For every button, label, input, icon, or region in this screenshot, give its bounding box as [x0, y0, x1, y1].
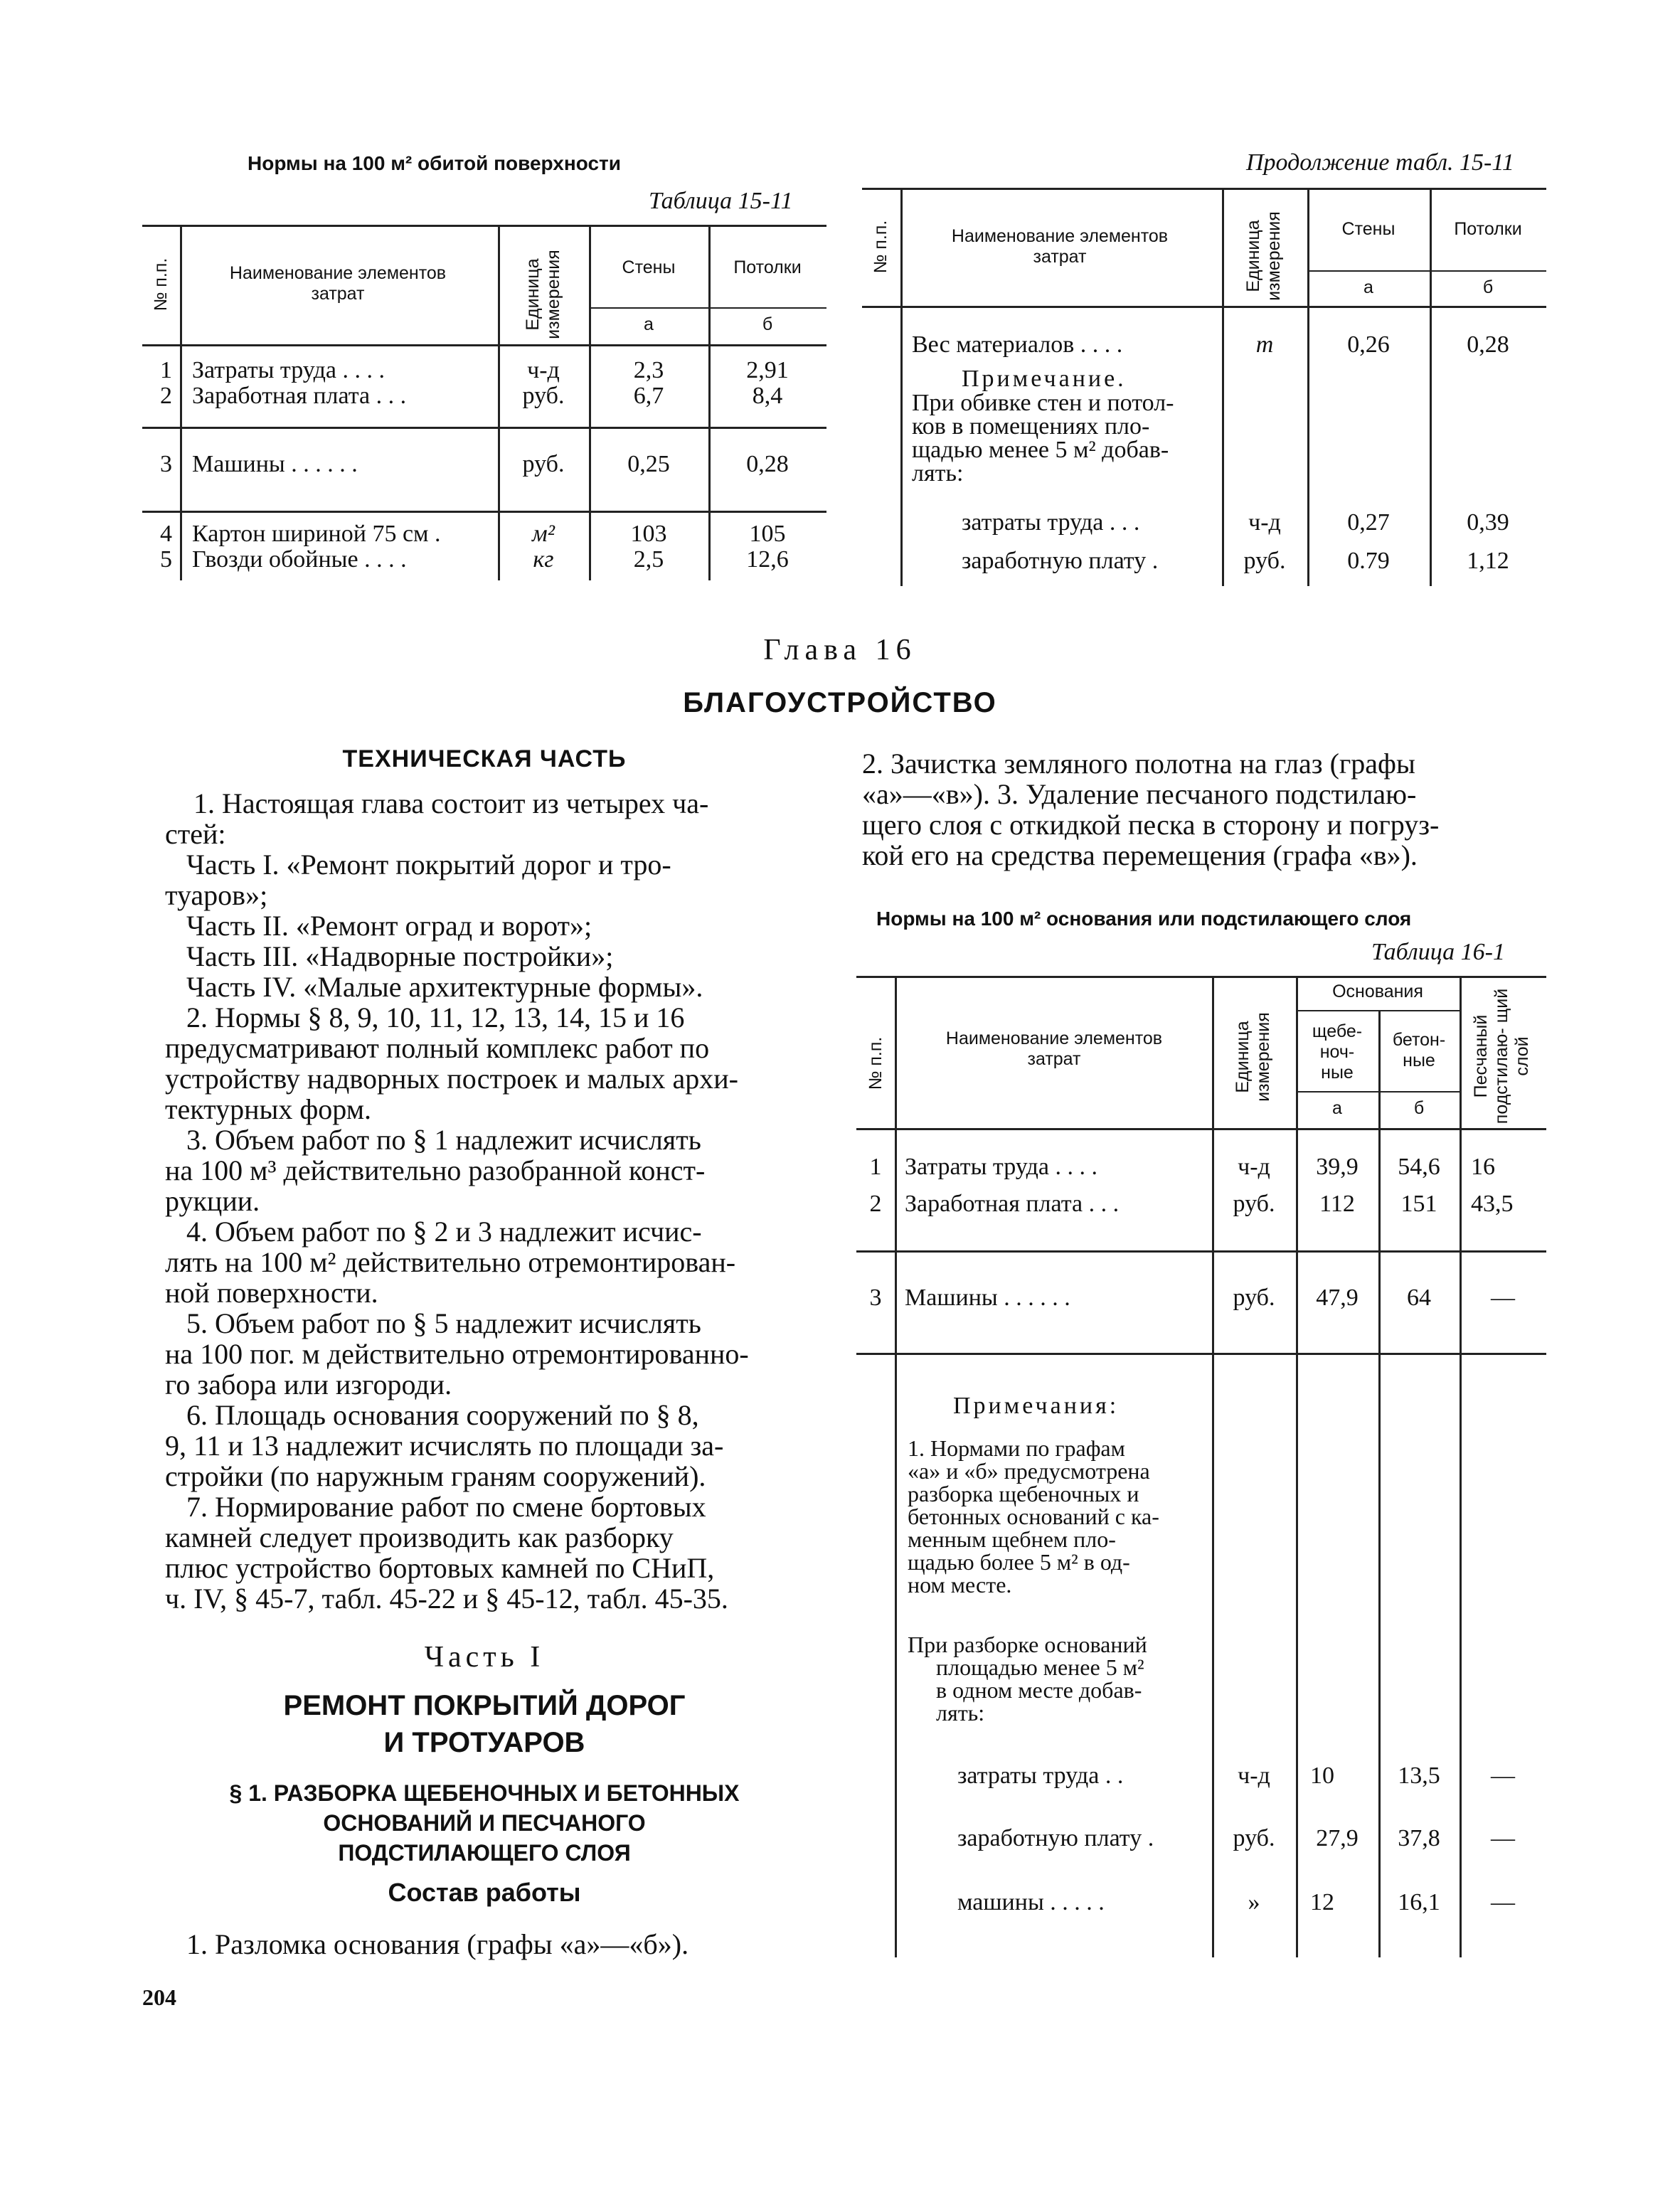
extra-row-unit: ч-д — [1248, 509, 1281, 536]
table-row-num: 2 — [160, 383, 172, 409]
table-row-value: 12,6 — [746, 546, 789, 573]
work-heading: Состав работы — [388, 1878, 581, 1907]
table-row-value: 0,25 — [627, 451, 670, 477]
weight-row-value: 0,26 — [1347, 331, 1390, 358]
extra-row-unit: ч-д — [1238, 1763, 1270, 1789]
extra-row-name: заработную плату . — [962, 548, 1159, 574]
col-bases-header: Основания — [1332, 982, 1423, 1001]
extra-row-name: машины . . . . . — [957, 1889, 1105, 1915]
work-continuation-text: 2. Зачистка земляного полотна на глаз (графы «а»—«в»). 3. Удаление песчаного подстилаю- щего слоя с откидкой песка в сторону и погруз- кой его на средства перемещения (графа «в»). — [862, 748, 1440, 871]
page-number: 204 — [142, 1984, 176, 2010]
col-unit-header: Единица измерения — [1233, 1012, 1273, 1102]
col-num-header: № п.п. — [151, 257, 171, 312]
note-2-text: При разборке оснований площадью менее 5 м² в одном месте добав- лять: — [908, 1632, 1147, 1726]
table-row-unit: м² — [532, 521, 555, 547]
weight-row-unit: т — [1255, 331, 1274, 358]
col-walls-header: Стены — [622, 257, 676, 277]
table-row-value: 105 — [749, 521, 786, 547]
col-walls-header: Стены — [1341, 219, 1395, 239]
table-row-name: Машины . . . . . . — [905, 1285, 1070, 1311]
table-row-value: 151 — [1400, 1191, 1437, 1217]
table-row-name: Заработная плата . . . — [192, 383, 407, 409]
col-sand-header: Песчаный подстилаю- щий слой — [1471, 988, 1532, 1125]
table-row-unit: руб. — [522, 383, 565, 409]
table-row-unit: руб. — [522, 451, 565, 477]
table-row-name: Гвозди обойные . . . . — [192, 546, 407, 573]
table-row-value: 103 — [630, 521, 667, 547]
table-row-unit: ч-д — [527, 357, 560, 383]
col-ceilings-header: Потолки — [1454, 219, 1522, 239]
table-row-num: 1 — [869, 1154, 882, 1180]
note-1-text: 1. Нормами по графам «а» и «б» предусмотрена разборка щебеночных и бетонных оснований с ка- менным щебнем пло- щадью более 5 м² в од- ном месте. — [908, 1435, 1159, 1597]
col-b-header: б — [762, 314, 773, 334]
extra-row-value: — — [1491, 1763, 1515, 1789]
extra-row-value: 0,39 — [1467, 509, 1509, 536]
table-16-1-label: Таблица 16-1 — [1371, 939, 1505, 965]
table-row-value: 2,91 — [746, 357, 789, 383]
table-row-num: 2 — [869, 1191, 882, 1217]
table-row-value: 2,3 — [633, 357, 664, 383]
table-row-value: 2,5 — [633, 546, 664, 573]
extra-row-unit: руб. — [1243, 548, 1286, 574]
note-title: Примечание. — [962, 366, 1127, 392]
note-text: При обивке стен и потол- ков в помещениях пло- щадью менее 5 м² добав- лять: — [912, 390, 1174, 487]
table-row-value: — — [1491, 1285, 1515, 1311]
col-concrete-header: бетон- ные — [1392, 1030, 1446, 1070]
part1-title: РЕМОНТ ПОКРЫТИЙ ДОРОГ И ТРОТУАРОВ — [283, 1690, 686, 1758]
extra-row-value: 10 — [1310, 1763, 1334, 1789]
extra-row-value: 13,5 — [1398, 1763, 1440, 1789]
col-a-header: а — [644, 314, 654, 334]
extra-row-unit: » — [1248, 1889, 1260, 1915]
table-row-num: 4 — [160, 521, 172, 547]
extra-row-unit: руб. — [1233, 1825, 1275, 1851]
tech-part-text: 1. Настоящая глава состоит из четырех ча- стей: Часть I. «Ремонт покрытий дорог и тро- туаров»; Часть II. «Ремонт оград и ворот»; Часть III. «Надворные постройки»; Часть IV. «Малые архитектурные формы». 2. Нормы § 8, 9, 10, 11, 12, 13, 14, 15 и 16 предусматривают полный комплекс работ по устройству надворных построек и малых архи- тектурных форм. 3. Объем работ по § 1 надлежит исчислять на 100 м³ действительно разобранной конст- рукции. 4. Объем работ по § 2 и 3 надлежит исчис- лять на 100 м² действительно отремонтирован- ной поверхности. 5. Объем работ по § 5 надлежит исчислять на 100 пог. м действительно отремонтированно- го забора или изгороди. 6. Площадь основания сооружений по § 8, 9, 11 и 13 надлежит исчислять по площади за- стройки (по наружным граням сооружений). 7. Нормирование работ по смене бортовых камней следует производить как разборку плюс устройство бортовых камней по СНиП, ч. IV, § 45-7, табл. 45-22 и § 45-12, табл. 45-35. — [165, 787, 749, 1615]
table-16-1-title: Нормы на 100 м² основания или подстилающего слоя — [876, 908, 1412, 930]
table-row-name: Затраты труда . . . . — [905, 1154, 1098, 1180]
table-row-value: 47,9 — [1316, 1285, 1359, 1311]
col-ceilings-header: Потолки — [733, 257, 802, 277]
col-b-header: б — [1413, 1098, 1425, 1118]
table-row-num: 3 — [869, 1285, 882, 1311]
table-row-value: 6,7 — [633, 383, 664, 409]
col-name-header: Наименование элементов затрат — [951, 226, 1169, 267]
table-row-unit: руб. — [1233, 1191, 1275, 1217]
extra-row-value: 0.79 — [1347, 548, 1390, 574]
table-row-value: 43,5 — [1471, 1191, 1514, 1217]
table-15-11-label: Таблица 15-11 — [649, 188, 793, 214]
extra-row-value: — — [1491, 1825, 1515, 1851]
table-row-unit: кг — [533, 546, 554, 573]
table-row-value: 54,6 — [1398, 1154, 1440, 1180]
table-row-unit: ч-д — [1238, 1154, 1270, 1180]
chapter-number: Глава 16 — [763, 634, 917, 666]
tech-part-heading: ТЕХНИЧЕСКАЯ ЧАСТЬ — [342, 745, 627, 772]
extra-row-value: — — [1491, 1889, 1515, 1915]
table-row-value: 39,9 — [1316, 1154, 1359, 1180]
col-unit-header: Единица измерения — [1243, 211, 1284, 301]
extra-row-name: затраты труда . . — [957, 1763, 1124, 1789]
col-crushed-header: щебе- ноч- ные — [1312, 1021, 1363, 1083]
table-row-unit: руб. — [1233, 1285, 1275, 1311]
table-15-11-title: Нормы на 100 м² обитой поверхности — [248, 152, 621, 174]
table-row-name: Машины . . . . . . — [192, 451, 358, 477]
col-num-header: № п.п. — [871, 220, 890, 274]
table-row-value: 16 — [1471, 1154, 1495, 1180]
work-line-1: 1. Разломка основания (графы «а»—«б»). — [186, 1928, 689, 1960]
col-b-header: б — [1482, 277, 1494, 297]
table-row-name: Затраты труда . . . . — [192, 357, 386, 383]
col-unit-header: Единица измерения — [523, 250, 563, 339]
table-row-num: 3 — [160, 451, 172, 477]
extra-row-value: 16,1 — [1398, 1889, 1440, 1915]
extra-row-name: затраты труда . . . — [962, 509, 1140, 536]
col-name-header: Наименование элементов затрат — [945, 1028, 1163, 1069]
table-row-num: 5 — [160, 546, 172, 573]
col-a-header: а — [1332, 1098, 1342, 1118]
chapter-title: БЛАГОУСТРОЙСТВО — [683, 687, 997, 718]
table-row-value: 112 — [1319, 1191, 1355, 1217]
table-row-value: 0,28 — [746, 451, 789, 477]
extra-row-value: 27,9 — [1316, 1825, 1359, 1851]
extra-row-value: 1,12 — [1467, 548, 1509, 574]
weight-row-name: Вес материалов . . . . — [912, 331, 1123, 358]
table-row-name: Картон шириной 75 см . — [192, 521, 441, 547]
table-row-value: 8,4 — [752, 383, 783, 409]
table-row-value: 64 — [1407, 1285, 1431, 1311]
table-15-11-cont-label: Продолжение табл. 15-11 — [1246, 149, 1514, 176]
extra-row-value: 37,8 — [1398, 1825, 1440, 1851]
section-1-title: § 1. РАЗБОРКА ЩЕБЕНОЧНЫХ И БЕТОННЫХ ОСНОВАНИЙ И ПЕСЧАНОГО ПОДСТИЛАЮЩЕГО СЛОЯ — [229, 1780, 740, 1866]
table-row-num: 1 — [160, 357, 172, 383]
notes-title: Примечания: — [953, 1393, 1120, 1419]
weight-row-value: 0,28 — [1467, 331, 1509, 358]
extra-row-value: 0,27 — [1347, 509, 1390, 536]
extra-row-value: 12 — [1310, 1889, 1334, 1915]
col-a-header: а — [1363, 277, 1373, 297]
table-row-name: Заработная плата . . . — [905, 1191, 1120, 1217]
extra-row-name: заработную плату . — [957, 1825, 1154, 1851]
col-name-header: Наименование элементов затрат — [229, 263, 447, 304]
part1-label: Часть I — [424, 1641, 545, 1674]
col-num-header: № п.п. — [866, 1036, 886, 1090]
